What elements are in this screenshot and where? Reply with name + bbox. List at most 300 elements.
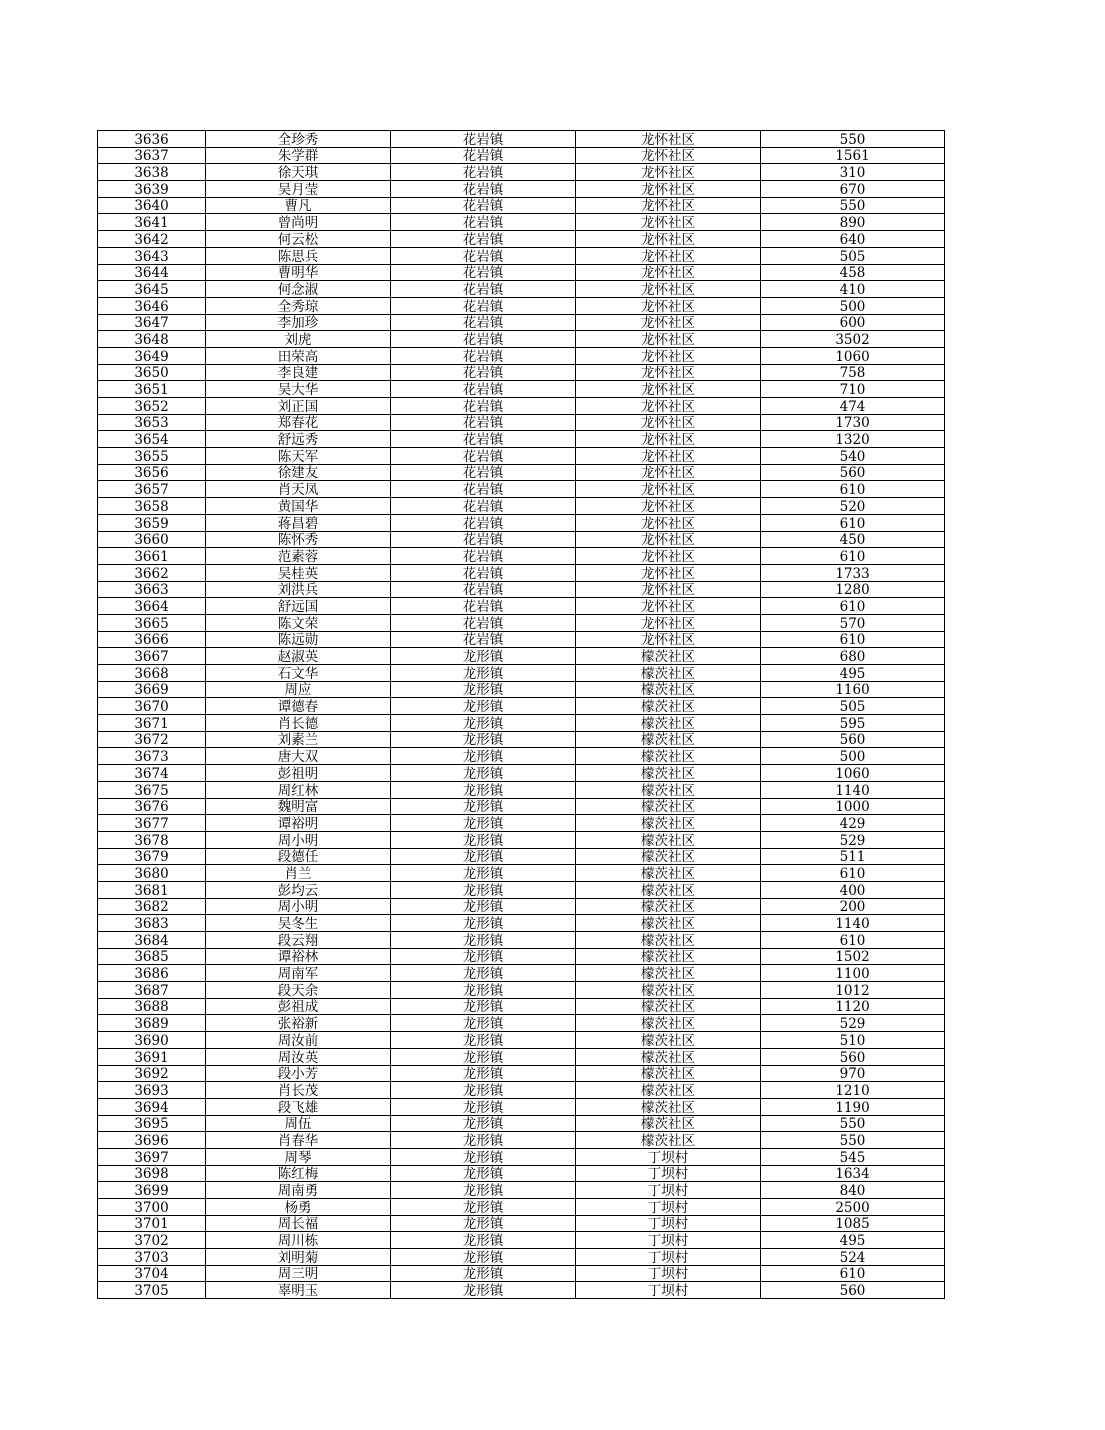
name-cell: 彭祖明 xyxy=(206,765,391,782)
town-cell: 花岩镇 xyxy=(391,514,576,531)
name-cell: 吴桂英 xyxy=(206,564,391,581)
amount-cell: 2500 xyxy=(761,1199,945,1216)
town-cell: 龙形镇 xyxy=(391,1282,576,1299)
community-cell: 龙怀社区 xyxy=(576,381,761,398)
community-cell: 丁坝村 xyxy=(576,1232,761,1249)
row-number-cell: 3683 xyxy=(98,915,206,932)
community-cell: 檬茨社区 xyxy=(576,648,761,665)
table-row xyxy=(98,665,945,682)
table-row xyxy=(98,281,945,298)
amount-cell: 450 xyxy=(761,531,945,548)
community-cell: 檬茨社区 xyxy=(576,681,761,698)
table-row xyxy=(98,898,945,915)
name-cell: 田荣高 xyxy=(206,347,391,364)
community-cell: 丁坝村 xyxy=(576,1182,761,1199)
table-row xyxy=(98,831,945,848)
row-number-cell: 3667 xyxy=(98,648,206,665)
town-cell: 龙形镇 xyxy=(391,881,576,898)
amount-cell: 1561 xyxy=(761,147,945,164)
town-cell: 龙形镇 xyxy=(391,1249,576,1266)
community-cell: 龙怀社区 xyxy=(576,448,761,465)
row-number-cell: 3685 xyxy=(98,948,206,965)
table-row xyxy=(98,514,945,531)
row-number-cell: 3642 xyxy=(98,231,206,248)
row-number-cell: 3693 xyxy=(98,1082,206,1099)
row-number-cell: 3639 xyxy=(98,181,206,198)
amount-cell: 310 xyxy=(761,164,945,181)
community-cell: 龙怀社区 xyxy=(576,197,761,214)
town-cell: 龙形镇 xyxy=(391,948,576,965)
town-cell: 花岩镇 xyxy=(391,498,576,515)
row-number-cell: 3640 xyxy=(98,197,206,214)
table-row xyxy=(98,247,945,264)
amount-cell: 610 xyxy=(761,631,945,648)
row-number-cell: 3697 xyxy=(98,1148,206,1165)
community-cell: 檬茨社区 xyxy=(576,965,761,982)
town-cell: 龙形镇 xyxy=(391,1065,576,1082)
town-cell: 龙形镇 xyxy=(391,982,576,999)
amount-cell: 495 xyxy=(761,1232,945,1249)
table-row xyxy=(98,1132,945,1149)
community-cell: 檬茨社区 xyxy=(576,898,761,915)
row-number-cell: 3637 xyxy=(98,147,206,164)
community-cell: 龙怀社区 xyxy=(576,297,761,314)
amount-cell: 510 xyxy=(761,1032,945,1049)
name-cell: 黄国华 xyxy=(206,498,391,515)
row-number-cell: 3695 xyxy=(98,1115,206,1132)
amount-cell: 1012 xyxy=(761,982,945,999)
town-cell: 花岩镇 xyxy=(391,281,576,298)
name-cell: 刘洪兵 xyxy=(206,581,391,598)
town-cell: 花岩镇 xyxy=(391,614,576,631)
community-cell: 丁坝村 xyxy=(576,1215,761,1232)
name-cell: 周汝前 xyxy=(206,1032,391,1049)
amount-cell: 1280 xyxy=(761,581,945,598)
name-cell: 陈思兵 xyxy=(206,247,391,264)
row-number-cell: 3636 xyxy=(98,131,206,148)
town-cell: 花岩镇 xyxy=(391,548,576,565)
amount-cell: 550 xyxy=(761,1115,945,1132)
table-row xyxy=(98,731,945,748)
table-row xyxy=(98,1032,945,1049)
row-number-cell: 3676 xyxy=(98,798,206,815)
town-cell: 龙形镇 xyxy=(391,898,576,915)
table-row xyxy=(98,297,945,314)
table-row xyxy=(98,1165,945,1182)
name-cell: 舒远秀 xyxy=(206,431,391,448)
community-cell: 檬茨社区 xyxy=(576,831,761,848)
name-cell: 刘素兰 xyxy=(206,731,391,748)
table-row xyxy=(98,765,945,782)
table-row xyxy=(98,448,945,465)
row-number-cell: 3687 xyxy=(98,982,206,999)
name-cell: 刘正国 xyxy=(206,398,391,415)
community-cell: 檬茨社区 xyxy=(576,1048,761,1065)
amount-cell: 1120 xyxy=(761,998,945,1015)
name-cell: 全秀琼 xyxy=(206,297,391,314)
amount-cell: 610 xyxy=(761,865,945,882)
town-cell: 花岩镇 xyxy=(391,631,576,648)
table-row xyxy=(98,932,945,949)
town-cell: 龙形镇 xyxy=(391,1115,576,1132)
table-row xyxy=(98,681,945,698)
row-number-cell: 3663 xyxy=(98,581,206,598)
row-number-cell: 3660 xyxy=(98,531,206,548)
row-number-cell: 3688 xyxy=(98,998,206,1015)
amount-cell: 610 xyxy=(761,514,945,531)
amount-cell: 570 xyxy=(761,614,945,631)
table-row xyxy=(98,164,945,181)
name-cell: 石文华 xyxy=(206,665,391,682)
town-cell: 花岩镇 xyxy=(391,164,576,181)
amount-cell: 529 xyxy=(761,1015,945,1032)
table-row xyxy=(98,982,945,999)
row-number-cell: 3681 xyxy=(98,881,206,898)
amount-cell: 970 xyxy=(761,1065,945,1082)
community-cell: 檬茨社区 xyxy=(576,948,761,965)
amount-cell: 400 xyxy=(761,881,945,898)
table-body xyxy=(98,131,945,1299)
table-row xyxy=(98,748,945,765)
community-cell: 檬茨社区 xyxy=(576,1065,761,1082)
row-number-cell: 3694 xyxy=(98,1098,206,1115)
table-row xyxy=(98,481,945,498)
row-number-cell: 3684 xyxy=(98,932,206,949)
table-row xyxy=(98,848,945,865)
town-cell: 龙形镇 xyxy=(391,815,576,832)
town-cell: 龙形镇 xyxy=(391,731,576,748)
row-number-cell: 3669 xyxy=(98,681,206,698)
row-number-cell: 3698 xyxy=(98,1165,206,1182)
town-cell: 花岩镇 xyxy=(391,398,576,415)
row-number-cell: 3699 xyxy=(98,1182,206,1199)
row-number-cell: 3656 xyxy=(98,464,206,481)
row-number-cell: 3679 xyxy=(98,848,206,865)
row-number-cell: 3672 xyxy=(98,731,206,748)
row-number-cell: 3648 xyxy=(98,331,206,348)
name-cell: 李良建 xyxy=(206,364,391,381)
table-row xyxy=(98,1265,945,1282)
row-number-cell: 3647 xyxy=(98,314,206,331)
amount-cell: 1085 xyxy=(761,1215,945,1232)
amount-cell: 840 xyxy=(761,1182,945,1199)
table-row xyxy=(98,364,945,381)
amount-cell: 560 xyxy=(761,1282,945,1299)
town-cell: 花岩镇 xyxy=(391,531,576,548)
town-cell: 花岩镇 xyxy=(391,247,576,264)
community-cell: 檬茨社区 xyxy=(576,798,761,815)
name-cell: 辜明玉 xyxy=(206,1282,391,1299)
table-row xyxy=(98,631,945,648)
table-row xyxy=(98,214,945,231)
name-cell: 周红林 xyxy=(206,781,391,798)
name-cell: 何念淑 xyxy=(206,281,391,298)
name-cell: 段天余 xyxy=(206,982,391,999)
amount-cell: 550 xyxy=(761,131,945,148)
name-cell: 周长福 xyxy=(206,1215,391,1232)
row-number-cell: 3690 xyxy=(98,1032,206,1049)
community-cell: 龙怀社区 xyxy=(576,514,761,531)
name-cell: 陈文荣 xyxy=(206,614,391,631)
table-row xyxy=(98,431,945,448)
amount-cell: 680 xyxy=(761,648,945,665)
amount-cell: 610 xyxy=(761,1265,945,1282)
row-number-cell: 3659 xyxy=(98,514,206,531)
amount-cell: 550 xyxy=(761,1132,945,1149)
community-cell: 龙怀社区 xyxy=(576,581,761,598)
amount-cell: 474 xyxy=(761,398,945,415)
row-number-cell: 3645 xyxy=(98,281,206,298)
amount-cell: 890 xyxy=(761,214,945,231)
name-cell: 曹明华 xyxy=(206,264,391,281)
name-cell: 周伍 xyxy=(206,1115,391,1132)
name-cell: 谭裕林 xyxy=(206,948,391,965)
community-cell: 檬茨社区 xyxy=(576,982,761,999)
town-cell: 花岩镇 xyxy=(391,364,576,381)
town-cell: 花岩镇 xyxy=(391,414,576,431)
table-row xyxy=(98,231,945,248)
community-cell: 龙怀社区 xyxy=(576,331,761,348)
amount-cell: 505 xyxy=(761,247,945,264)
name-cell: 周小明 xyxy=(206,898,391,915)
name-cell: 肖长茂 xyxy=(206,1082,391,1099)
table-row xyxy=(98,781,945,798)
town-cell: 花岩镇 xyxy=(391,264,576,281)
town-cell: 龙形镇 xyxy=(391,1148,576,1165)
table-row xyxy=(98,1148,945,1165)
community-cell: 檬茨社区 xyxy=(576,1032,761,1049)
amount-cell: 710 xyxy=(761,381,945,398)
community-cell: 檬茨社区 xyxy=(576,1115,761,1132)
row-number-cell: 3702 xyxy=(98,1232,206,1249)
amount-cell: 640 xyxy=(761,231,945,248)
table-row xyxy=(98,698,945,715)
name-cell: 陈远勋 xyxy=(206,631,391,648)
row-number-cell: 3666 xyxy=(98,631,206,648)
community-cell: 龙怀社区 xyxy=(576,631,761,648)
community-cell: 檬茨社区 xyxy=(576,881,761,898)
amount-cell: 560 xyxy=(761,731,945,748)
amount-cell: 1140 xyxy=(761,781,945,798)
row-number-cell: 3652 xyxy=(98,398,206,415)
name-cell: 吴月莹 xyxy=(206,181,391,198)
table-row xyxy=(98,1249,945,1266)
town-cell: 龙形镇 xyxy=(391,1165,576,1182)
name-cell: 肖春华 xyxy=(206,1132,391,1149)
town-cell: 龙形镇 xyxy=(391,1032,576,1049)
row-number-cell: 3654 xyxy=(98,431,206,448)
community-cell: 檬茨社区 xyxy=(576,1015,761,1032)
amount-cell: 670 xyxy=(761,181,945,198)
name-cell: 陈红梅 xyxy=(206,1165,391,1182)
name-cell: 周三明 xyxy=(206,1265,391,1282)
amount-cell: 758 xyxy=(761,364,945,381)
table-row xyxy=(98,331,945,348)
community-cell: 丁坝村 xyxy=(576,1165,761,1182)
community-cell: 龙怀社区 xyxy=(576,131,761,148)
table-row xyxy=(98,381,945,398)
amount-cell: 458 xyxy=(761,264,945,281)
community-cell: 龙怀社区 xyxy=(576,414,761,431)
community-cell: 龙怀社区 xyxy=(576,548,761,565)
amount-cell: 1730 xyxy=(761,414,945,431)
community-cell: 龙怀社区 xyxy=(576,564,761,581)
community-cell: 龙怀社区 xyxy=(576,264,761,281)
town-cell: 龙形镇 xyxy=(391,932,576,949)
amount-cell: 610 xyxy=(761,598,945,615)
table-row xyxy=(98,648,945,665)
name-cell: 谭裕明 xyxy=(206,815,391,832)
community-cell: 龙怀社区 xyxy=(576,147,761,164)
town-cell: 花岩镇 xyxy=(391,581,576,598)
name-cell: 刘明菊 xyxy=(206,1249,391,1266)
name-cell: 徐建友 xyxy=(206,464,391,481)
amount-cell: 1060 xyxy=(761,347,945,364)
table-row xyxy=(98,531,945,548)
town-cell: 龙形镇 xyxy=(391,1082,576,1099)
table-row xyxy=(98,1199,945,1216)
amount-cell: 595 xyxy=(761,715,945,732)
town-cell: 龙形镇 xyxy=(391,715,576,732)
row-number-cell: 3662 xyxy=(98,564,206,581)
table-row xyxy=(98,965,945,982)
row-number-cell: 3674 xyxy=(98,765,206,782)
row-number-cell: 3686 xyxy=(98,965,206,982)
table-row xyxy=(98,564,945,581)
town-cell: 花岩镇 xyxy=(391,598,576,615)
name-cell: 张裕新 xyxy=(206,1015,391,1032)
name-cell: 段飞雄 xyxy=(206,1098,391,1115)
name-cell: 周琴 xyxy=(206,1148,391,1165)
name-cell: 曹凡 xyxy=(206,197,391,214)
community-cell: 丁坝村 xyxy=(576,1199,761,1216)
name-cell: 蒋昌碧 xyxy=(206,514,391,531)
town-cell: 龙形镇 xyxy=(391,665,576,682)
amount-cell: 560 xyxy=(761,1048,945,1065)
community-cell: 龙怀社区 xyxy=(576,214,761,231)
name-cell: 舒远国 xyxy=(206,598,391,615)
community-cell: 龙怀社区 xyxy=(576,398,761,415)
town-cell: 龙形镇 xyxy=(391,1232,576,1249)
name-cell: 谭德春 xyxy=(206,698,391,715)
table-row xyxy=(98,314,945,331)
town-cell: 花岩镇 xyxy=(391,347,576,364)
community-cell: 檬茨社区 xyxy=(576,781,761,798)
amount-cell: 545 xyxy=(761,1148,945,1165)
community-cell: 龙怀社区 xyxy=(576,247,761,264)
town-cell: 龙形镇 xyxy=(391,1015,576,1032)
community-cell: 檬茨社区 xyxy=(576,1132,761,1149)
town-cell: 花岩镇 xyxy=(391,297,576,314)
town-cell: 龙形镇 xyxy=(391,1048,576,1065)
name-cell: 周小明 xyxy=(206,831,391,848)
town-cell: 花岩镇 xyxy=(391,197,576,214)
town-cell: 龙形镇 xyxy=(391,998,576,1015)
community-cell: 龙怀社区 xyxy=(576,164,761,181)
name-cell: 全珍秀 xyxy=(206,131,391,148)
town-cell: 龙形镇 xyxy=(391,681,576,698)
name-cell: 徐天琪 xyxy=(206,164,391,181)
community-cell: 檬茨社区 xyxy=(576,1098,761,1115)
community-cell: 檬茨社区 xyxy=(576,815,761,832)
name-cell: 吴大华 xyxy=(206,381,391,398)
town-cell: 花岩镇 xyxy=(391,464,576,481)
table-row xyxy=(98,815,945,832)
community-cell: 檬茨社区 xyxy=(576,748,761,765)
town-cell: 花岩镇 xyxy=(391,231,576,248)
row-number-cell: 3701 xyxy=(98,1215,206,1232)
name-cell: 唐大双 xyxy=(206,748,391,765)
community-cell: 龙怀社区 xyxy=(576,481,761,498)
town-cell: 花岩镇 xyxy=(391,564,576,581)
amount-cell: 610 xyxy=(761,548,945,565)
table-row xyxy=(98,548,945,565)
table-row xyxy=(98,1098,945,1115)
amount-cell: 1000 xyxy=(761,798,945,815)
amount-cell: 200 xyxy=(761,898,945,915)
name-cell: 周川栋 xyxy=(206,1232,391,1249)
town-cell: 龙形镇 xyxy=(391,765,576,782)
amount-cell: 1634 xyxy=(761,1165,945,1182)
name-cell: 陈天军 xyxy=(206,448,391,465)
name-cell: 何云松 xyxy=(206,231,391,248)
row-number-cell: 3657 xyxy=(98,481,206,498)
row-number-cell: 3680 xyxy=(98,865,206,882)
name-cell: 段德任 xyxy=(206,848,391,865)
name-cell: 赵淑英 xyxy=(206,648,391,665)
community-cell: 龙怀社区 xyxy=(576,431,761,448)
town-cell: 龙形镇 xyxy=(391,798,576,815)
community-cell: 檬茨社区 xyxy=(576,665,761,682)
table-row xyxy=(98,614,945,631)
name-cell: 肖兰 xyxy=(206,865,391,882)
town-cell: 花岩镇 xyxy=(391,331,576,348)
amount-cell: 600 xyxy=(761,314,945,331)
table-row xyxy=(98,915,945,932)
town-cell: 龙形镇 xyxy=(391,648,576,665)
name-cell: 周南军 xyxy=(206,965,391,982)
row-number-cell: 3658 xyxy=(98,498,206,515)
amount-cell: 1160 xyxy=(761,681,945,698)
town-cell: 龙形镇 xyxy=(391,915,576,932)
row-number-cell: 3653 xyxy=(98,414,206,431)
community-cell: 龙怀社区 xyxy=(576,598,761,615)
town-cell: 花岩镇 xyxy=(391,314,576,331)
community-cell: 龙怀社区 xyxy=(576,181,761,198)
town-cell: 龙形镇 xyxy=(391,698,576,715)
amount-cell: 500 xyxy=(761,297,945,314)
name-cell: 李加珍 xyxy=(206,314,391,331)
community-cell: 龙怀社区 xyxy=(576,231,761,248)
row-number-cell: 3704 xyxy=(98,1265,206,1282)
name-cell: 陈怀秀 xyxy=(206,531,391,548)
name-cell: 魏明富 xyxy=(206,798,391,815)
data-table xyxy=(97,130,945,1299)
community-cell: 檬茨社区 xyxy=(576,731,761,748)
community-cell: 龙怀社区 xyxy=(576,464,761,481)
row-number-cell: 3689 xyxy=(98,1015,206,1032)
amount-cell: 529 xyxy=(761,831,945,848)
town-cell: 花岩镇 xyxy=(391,481,576,498)
row-number-cell: 3650 xyxy=(98,364,206,381)
row-number-cell: 3646 xyxy=(98,297,206,314)
table-row xyxy=(98,131,945,148)
amount-cell: 1100 xyxy=(761,965,945,982)
row-number-cell: 3678 xyxy=(98,831,206,848)
amount-cell: 610 xyxy=(761,481,945,498)
row-number-cell: 3643 xyxy=(98,247,206,264)
row-number-cell: 3641 xyxy=(98,214,206,231)
